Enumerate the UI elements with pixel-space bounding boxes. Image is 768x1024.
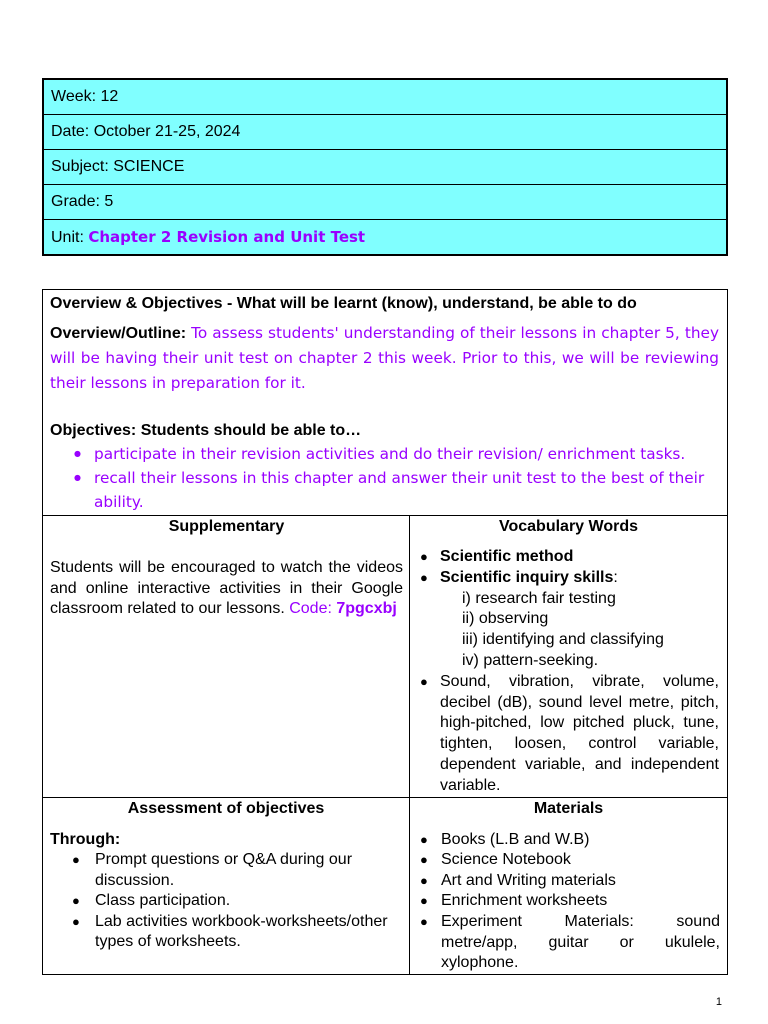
vocabulary-cell bbox=[410, 516, 728, 798]
vocab-subitem: i) research fair testing bbox=[462, 589, 616, 607]
week-cell: Week: 12 bbox=[43, 79, 727, 115]
vocab-item-suffix: : bbox=[613, 568, 618, 586]
through-label: Through: bbox=[50, 830, 121, 848]
vocab-item: ● Sound, vibration, vibrate, volume, decibel (dB), sound level metre, pitch, high-pitched, low pitched pluck, tune, tighten, loosen, control variable, dependent variable, and independent variable. bbox=[440, 672, 719, 797]
vocab-subitem: iv) pattern-seeking. bbox=[462, 651, 599, 669]
assessment-list bbox=[50, 850, 402, 953]
grade-cell: Grade: 5 bbox=[43, 185, 727, 220]
subject-cell: Subject: SCIENCE bbox=[43, 150, 727, 185]
classroom-code: 7pgcxbj bbox=[336, 600, 397, 617]
unit-label: Unit: bbox=[51, 228, 89, 246]
materials-item: ● Science Notebook bbox=[441, 850, 720, 871]
assessment-item: ● Lab activities workbook-worksheets/other types of worksheets. bbox=[95, 912, 402, 953]
lesson-plan-table bbox=[42, 289, 728, 975]
supplementary-cell bbox=[43, 516, 410, 798]
assessment-cell bbox=[43, 797, 410, 974]
overview-heading: Overview & Objectives - What will be learnt (know), understand, be able to do bbox=[50, 295, 637, 312]
supplementary-body: Students will be encouraged to watch the videos and online interactive activities in their Google classroom related to our lessons. bbox=[50, 559, 403, 617]
vocab-item-text: Scientific inquiry skills bbox=[440, 568, 614, 586]
vocab-item bbox=[440, 568, 719, 672]
outline-text: To assess students' understanding of their lessons in chapter 5, they will be having their unit test on chapter 2 this week. Prior to this, we will be reviewing their lessons in preparation for it. bbox=[50, 324, 719, 392]
supplementary-text bbox=[50, 558, 403, 620]
date-cell: Date: October 21-25, 2024 bbox=[43, 115, 727, 150]
materials-item: ● Books (L.B and W.B) bbox=[441, 830, 720, 851]
unit-value: Chapter 2 Revision and Unit Test bbox=[88, 227, 366, 246]
materials-item: ● Experiment Materials: sound metre/app, guitar or ukulele, xylophone. bbox=[441, 912, 720, 974]
objective-item: ● participate in their revision activities and do their revision/ enrichment tasks. bbox=[94, 442, 719, 466]
supplementary-heading: Supplementary bbox=[168, 518, 285, 535]
vocabulary-list bbox=[418, 547, 719, 797]
page-number: 1 bbox=[715, 996, 722, 1008]
objectives-list bbox=[50, 442, 719, 514]
materials-heading: Materials bbox=[533, 799, 604, 817]
materials-cell bbox=[410, 797, 728, 974]
unit-cell bbox=[43, 220, 727, 256]
objective-item: ● recall their lessons in this chapter and answer their unit test to the best of their ability. bbox=[94, 466, 719, 514]
materials-item: ● Art and Writing materials bbox=[441, 871, 720, 892]
overview-cell bbox=[43, 290, 728, 516]
code-label: Code: bbox=[289, 600, 337, 617]
vocab-subitem: iii) identifying and classifying bbox=[462, 631, 664, 649]
materials-item: ● Enrichment worksheets bbox=[441, 891, 720, 912]
vocab-item bbox=[440, 547, 719, 568]
objectives-heading: Objectives: Students should be able to… bbox=[50, 422, 362, 439]
vocabulary-heading: Vocabulary Words bbox=[499, 518, 638, 535]
outline-label: Overview/Outline: bbox=[50, 325, 187, 342]
overview-outline bbox=[50, 321, 719, 396]
assessment-item: ● Prompt questions or Q&A during our discussion. bbox=[95, 850, 402, 891]
assessment-heading: Assessment of objectives bbox=[127, 799, 325, 817]
vocab-item-text: Scientific method bbox=[440, 548, 574, 565]
vocab-subitem: ii) observing bbox=[462, 610, 549, 628]
assessment-item: ● Class participation. bbox=[95, 891, 402, 912]
materials-list bbox=[417, 830, 720, 974]
lesson-info-table bbox=[42, 78, 728, 256]
